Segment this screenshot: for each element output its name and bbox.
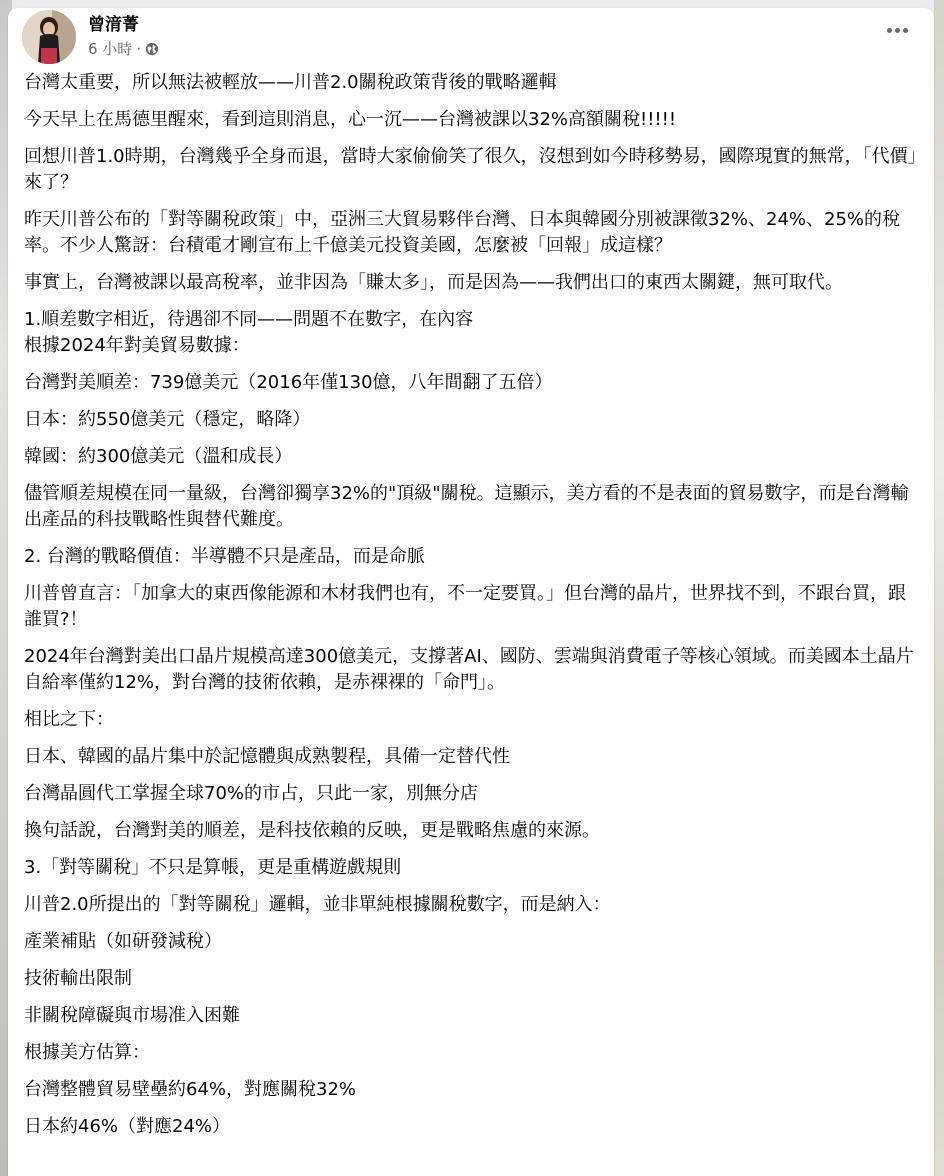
section-heading: 3.「對等關稅」不只是算帳，更是重構遊戲規則 [24,857,402,878]
section-heading: 1.順差數字相近，待遇卻不同——問題不在數字，在內容 [24,309,474,330]
post-paragraph: 技術輸出限制 [24,968,132,989]
more-options-dot [895,28,900,33]
post-card [8,8,934,1176]
post-paragraph: 台灣晶圓代工掌握全球70%的市占，只此一家，別無分店 [24,783,479,804]
post-paragraph: 換句話說，台灣對美的順差，是科技依賴的反映，更是戰略焦慮的來源。 [24,820,600,841]
post-paragraph: 事實上，台灣被課以最高稅率，並非因為「賺太多」，而是因為——我們出口的東西太關鍵，無可取代。 [24,272,843,293]
globe-icon[interactable] [145,42,159,56]
post-body [24,70,920,1151]
post-paragraph: 台灣對美順差：739億美元（2016年僅130億，八年間翻了五倍） [24,372,553,393]
post-paragraph: 儘管順差規模在同一量級，台灣卻獨享32%的"頂級"關稅。這顯示，美方看的不是表面的貿易數字，而是台灣輸出產品的科技戰略性與替代難度。 [24,483,909,530]
post-time[interactable]: 6 小時 [88,40,133,58]
section-heading: 2. 台灣的戰略價值：半導體不只是產品，而是命脈 [24,546,425,567]
profile-photo [22,10,76,64]
post-paragraph: 產業補貼（如研發減稅） [24,931,222,952]
meta-separator: · [136,39,142,58]
post-paragraph: 川普曾直言：「加拿大的東西像能源和木材我們也有，不一定要買。」但台灣的晶片，世界找不到，不跟台買，跟誰買?！ [24,583,906,630]
author-name[interactable]: 曾湇菁 [88,15,139,35]
background-right [934,0,944,1176]
post-paragraph: 非關稅障礙與市場准入困難 [24,1005,240,1026]
post-paragraph: 台灣整體貿易壁壘約64%，對應關稅32% [24,1079,357,1100]
post-paragraph: 日本、韓國的晶片集中於記憶體與成熟製程，具備一定替代性 [24,746,510,767]
post-paragraph: 2024年台灣對美出口晶片規模高達300億美元，支撐著AI、國防、雲端與消費電子等核心領域。而美國本土晶片自給率僅約12%，對台灣的技術依賴，是赤裸裸的「命門」。 [24,646,914,693]
author-avatar[interactable] [22,10,76,64]
more-options-button[interactable] [882,18,912,42]
more-options-icon [887,28,892,33]
post-paragraph: 相比之下： [24,709,114,730]
post-paragraph: 根據2024年對美貿易數據： [24,335,250,356]
more-options-dot [903,28,908,33]
post-meta [88,38,159,59]
post-header [8,8,934,70]
post-paragraph: 日本約46%（對應24%） [24,1116,231,1137]
post-paragraph: 昨天川普公布的「對等關稅政策」中，亞洲三大貿易夥伴台灣、日本與韓國分別被課徵32%、24%、25%的稅率。不少人驚訝：台積電才剛宣布上千億美元投資美國，怎麼被「回報」成這樣？ [24,209,901,256]
post-paragraph: 回想川普1.0時期，台灣幾乎全身而退，當時大家偷偷笑了很久，沒想到如今時移勢易，國際現實的無常，「代價」來了？ [24,146,917,193]
post-paragraph: 今天早上在馬德里醒來，看到這則消息，心一沉——台灣被課以32%高額關稅!!!!! [24,109,677,130]
post-paragraph: 台灣太重要，所以無法被輕放——川普2.0關稅政策背後的戰略邏輯 [24,72,557,93]
post-paragraph: 根據美方估算： [24,1042,150,1063]
post-paragraph: 韓國：約300億美元（溫和成長） [24,446,293,467]
post-paragraph: 川普2.0所提出的「對等關稅」邏輯，並非單純根據關稅數字，而是納入： [24,894,611,915]
post-paragraph: 日本：約550億美元（穩定，略降） [24,409,311,430]
